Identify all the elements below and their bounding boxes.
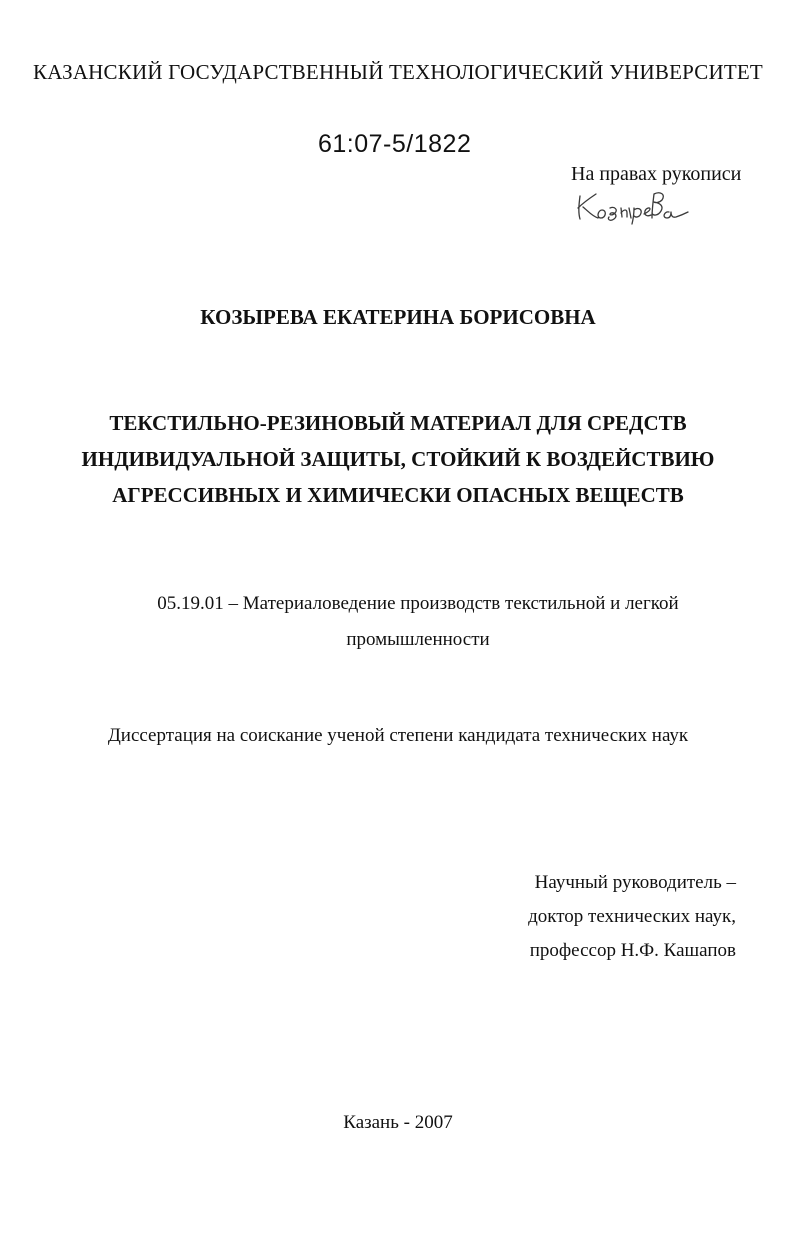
supervisor-role: Научный руководитель – xyxy=(534,872,736,893)
supervisor-name: профессор Н.Ф. Кашапов xyxy=(529,940,736,961)
dissertation-title xyxy=(0,405,796,513)
catalog-number: 61:07-5/1822 xyxy=(318,130,472,158)
title-line: ТЕКСТИЛЬНО-РЕЗИНОВЫЙ МАТЕРИАЛ ДЛЯ СРЕДСТВ xyxy=(109,411,687,435)
university-name: КАЗАНСКИЙ ГОСУДАРСТВЕННЫЙ ТЕХНОЛОГИЧЕСКИЙ УНИВЕРСИТЕТ xyxy=(33,60,763,84)
manuscript-rights-label: На правах рукописи xyxy=(571,163,742,185)
supervisor-degree: доктор технических наук, xyxy=(528,906,736,927)
title-line: АГРЕССИВНЫХ И ХИМИЧЕСКИ ОПАСНЫХ ВЕЩЕСТВ xyxy=(112,483,684,507)
handwritten-signature xyxy=(574,186,704,226)
title-line: ИНДИВИДУАЛЬНОЙ ЗАЩИТЫ, СТОЙКИЙ К ВОЗДЕЙСТВИЮ xyxy=(81,447,715,471)
degree-statement: Диссертация на соискание ученой степени кандидата технических наук xyxy=(107,725,689,746)
author-name: КОЗЫРЕВА ЕКАТЕРИНА БОРИСОВНА xyxy=(200,305,596,329)
supervisor-block xyxy=(528,866,736,968)
specialty-code: 05.19.01 – Материаловедение производств текстильной и легкой промышленности xyxy=(157,593,679,650)
city-year: Казань - 2007 xyxy=(343,1112,453,1133)
